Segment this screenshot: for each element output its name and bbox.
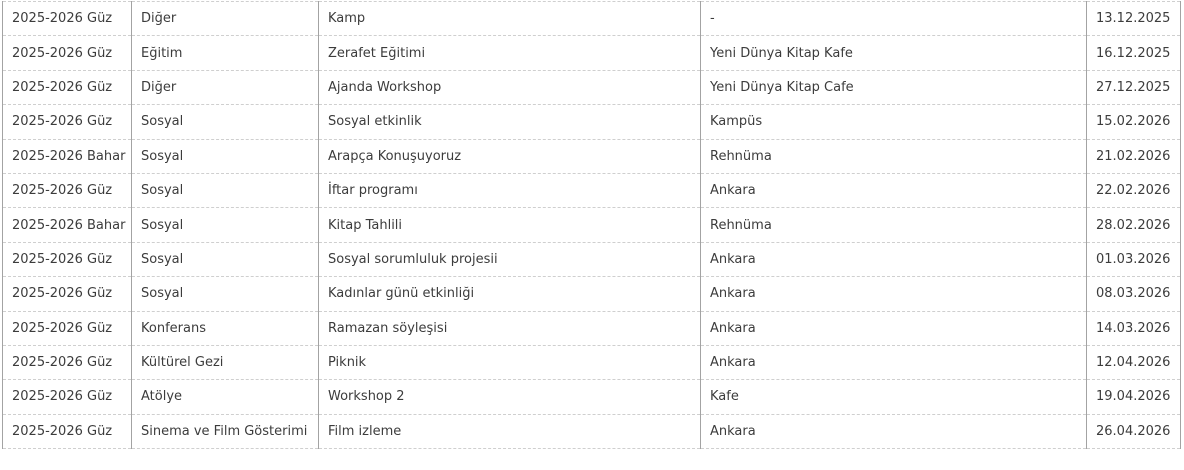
cell-term: 2025-2026 Güz bbox=[3, 173, 132, 207]
cell-category: Kültürel Gezi bbox=[132, 345, 319, 379]
cell-date: 14.03.2026 bbox=[1087, 311, 1181, 345]
cell-location: Ankara bbox=[701, 242, 1087, 276]
cell-event: Film izleme bbox=[319, 414, 701, 448]
cell-category: Diğer bbox=[132, 70, 319, 104]
cell-event: Sosyal sorumluluk projesii bbox=[319, 242, 701, 276]
cell-term: 2025-2026 Güz bbox=[3, 2, 132, 36]
cell-category: Atölye bbox=[132, 380, 319, 414]
cell-event: Kitap Tahlili bbox=[319, 208, 701, 242]
cell-date: 28.02.2026 bbox=[1087, 208, 1181, 242]
cell-event: İftar programı bbox=[319, 173, 701, 207]
cell-term: 2025-2026 Güz bbox=[3, 277, 132, 311]
cell-term: 2025-2026 Güz bbox=[3, 311, 132, 345]
table-row bbox=[3, 173, 1181, 207]
table-row bbox=[3, 139, 1181, 173]
cell-location: Kafe bbox=[701, 380, 1087, 414]
cell-term: 2025-2026 Güz bbox=[3, 380, 132, 414]
cell-date: 19.04.2026 bbox=[1087, 380, 1181, 414]
cell-date: 16.12.2025 bbox=[1087, 36, 1181, 70]
cell-category: Sosyal bbox=[132, 105, 319, 139]
cell-term: 2025-2026 Bahar bbox=[3, 208, 132, 242]
cell-location: Ankara bbox=[701, 173, 1087, 207]
cell-term: 2025-2026 Güz bbox=[3, 414, 132, 448]
cell-date: 22.02.2026 bbox=[1087, 173, 1181, 207]
table-row bbox=[3, 345, 1181, 379]
cell-location: - bbox=[701, 2, 1087, 36]
events-table bbox=[2, 1, 1181, 449]
cell-date: 08.03.2026 bbox=[1087, 277, 1181, 311]
cell-category: Sosyal bbox=[132, 208, 319, 242]
cell-event: Ramazan söyleşisi bbox=[319, 311, 701, 345]
table-row bbox=[3, 208, 1181, 242]
cell-term: 2025-2026 Bahar bbox=[3, 139, 132, 173]
cell-location: Kampüs bbox=[701, 105, 1087, 139]
table-row bbox=[3, 277, 1181, 311]
table-row bbox=[3, 414, 1181, 448]
cell-term: 2025-2026 Güz bbox=[3, 345, 132, 379]
cell-event: Zerafet Eğitimi bbox=[319, 36, 701, 70]
table-row bbox=[3, 36, 1181, 70]
cell-event: Piknik bbox=[319, 345, 701, 379]
cell-date: 27.12.2025 bbox=[1087, 70, 1181, 104]
cell-location: Rehnüma bbox=[701, 208, 1087, 242]
cell-term: 2025-2026 Güz bbox=[3, 36, 132, 70]
cell-location: Rehnüma bbox=[701, 139, 1087, 173]
table-row bbox=[3, 242, 1181, 276]
table-row bbox=[3, 380, 1181, 414]
cell-date: 21.02.2026 bbox=[1087, 139, 1181, 173]
cell-location: Ankara bbox=[701, 345, 1087, 379]
cell-event: Arapça Konuşuyoruz bbox=[319, 139, 701, 173]
cell-category: Sosyal bbox=[132, 139, 319, 173]
cell-event: Kadınlar günü etkinliği bbox=[319, 277, 701, 311]
cell-term: 2025-2026 Güz bbox=[3, 242, 132, 276]
cell-event: Kamp bbox=[319, 2, 701, 36]
cell-date: 26.04.2026 bbox=[1087, 414, 1181, 448]
cell-category: Sosyal bbox=[132, 173, 319, 207]
cell-event: Ajanda Workshop bbox=[319, 70, 701, 104]
cell-event: Sosyal etkinlik bbox=[319, 105, 701, 139]
cell-location: Yeni Dünya Kitap Kafe bbox=[701, 36, 1087, 70]
table-row bbox=[3, 311, 1181, 345]
cell-location: Ankara bbox=[701, 277, 1087, 311]
cell-category: Diğer bbox=[132, 2, 319, 36]
table-row bbox=[3, 70, 1181, 104]
cell-date: 15.02.2026 bbox=[1087, 105, 1181, 139]
cell-category: Sosyal bbox=[132, 242, 319, 276]
cell-date: 13.12.2025 bbox=[1087, 2, 1181, 36]
cell-term: 2025-2026 Güz bbox=[3, 105, 132, 139]
events-table-container bbox=[2, 1, 1181, 449]
table-row bbox=[3, 105, 1181, 139]
cell-location: Ankara bbox=[701, 414, 1087, 448]
cell-term: 2025-2026 Güz bbox=[3, 70, 132, 104]
table-row bbox=[3, 2, 1181, 36]
cell-date: 12.04.2026 bbox=[1087, 345, 1181, 379]
cell-category: Eğitim bbox=[132, 36, 319, 70]
cell-event: Workshop 2 bbox=[319, 380, 701, 414]
cell-location: Yeni Dünya Kitap Cafe bbox=[701, 70, 1087, 104]
cell-date: 01.03.2026 bbox=[1087, 242, 1181, 276]
cell-category: Sosyal bbox=[132, 277, 319, 311]
cell-category: Konferans bbox=[132, 311, 319, 345]
events-table-body bbox=[3, 2, 1181, 449]
cell-location: Ankara bbox=[701, 311, 1087, 345]
cell-category: Sinema ve Film Gösterimi bbox=[132, 414, 319, 448]
